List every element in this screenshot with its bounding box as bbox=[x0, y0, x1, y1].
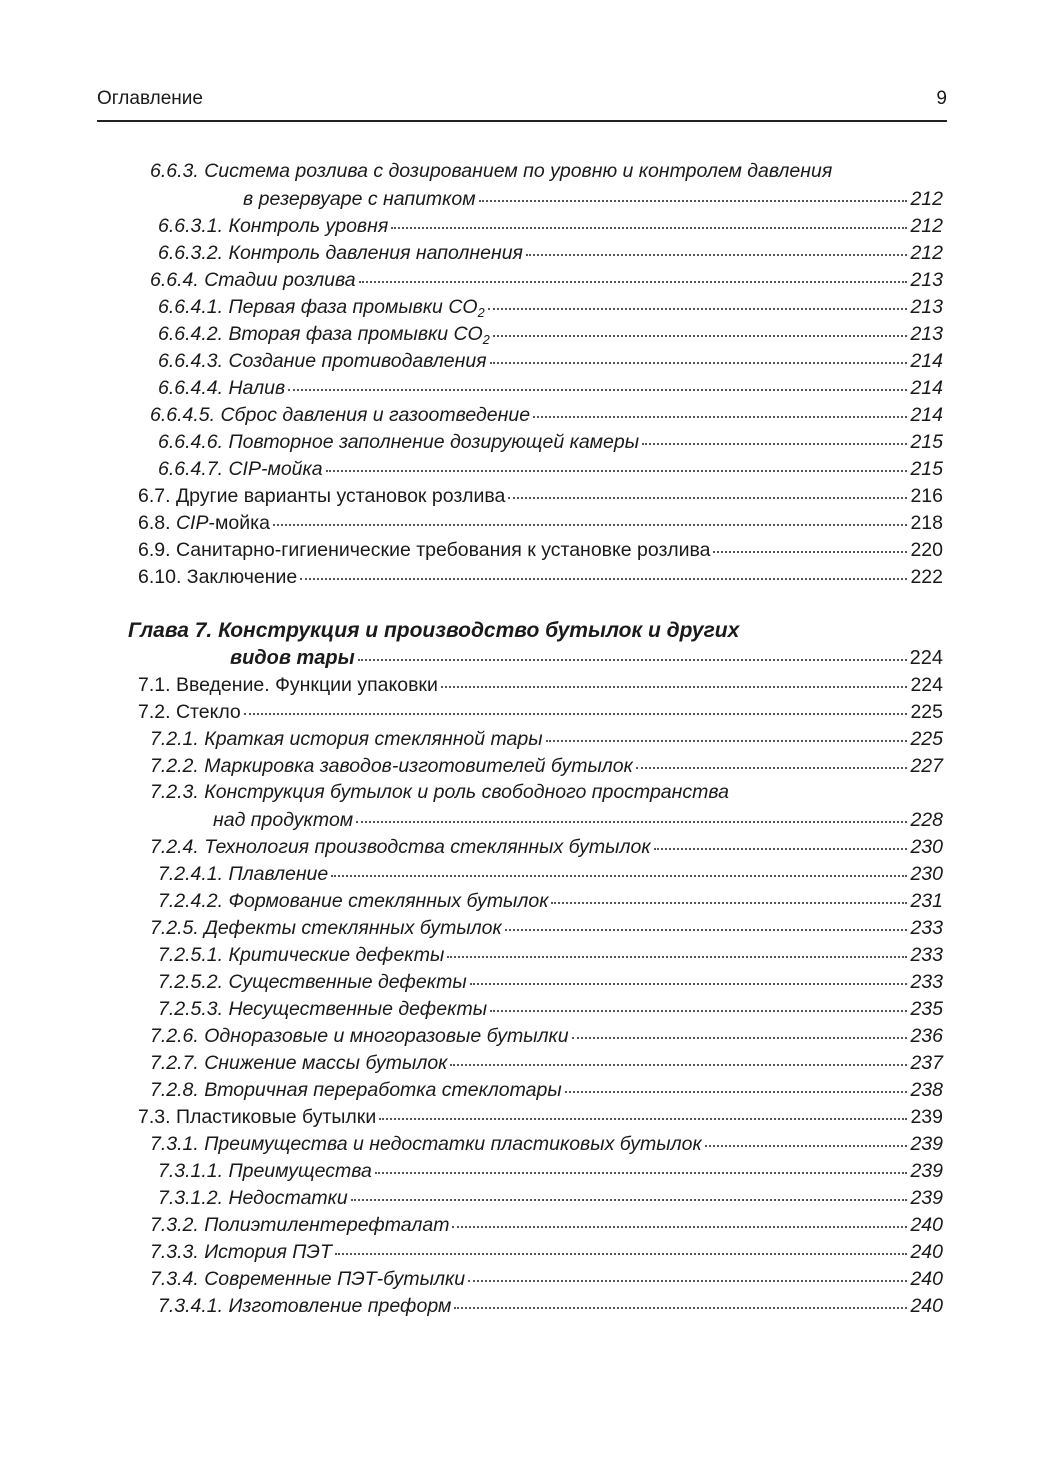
toc-entry[interactable] bbox=[158, 322, 943, 346]
chapter-heading: Глава 7. Конструкция и производство бутылок и других bbox=[128, 619, 740, 642]
toc-entry[interactable] bbox=[158, 943, 943, 967]
toc-entry-title: 7.2.5.2. Существенные дефекты bbox=[158, 970, 467, 993]
toc-entry-title: 7.3.3. История ПЭТ bbox=[150, 1240, 332, 1263]
page-header bbox=[97, 88, 947, 110]
leader-dots bbox=[450, 1048, 907, 1066]
toc-entry-page: 215 bbox=[910, 457, 943, 480]
running-head: Оглавление bbox=[97, 88, 203, 109]
toc-entry-title: 7.2.4.1. Плавление bbox=[158, 862, 329, 885]
toc-entry-title: 7.2.5. Дефекты стеклянных бутылок bbox=[150, 916, 502, 939]
toc-entry[interactable] bbox=[158, 457, 943, 481]
toc-entry-page: 240 bbox=[910, 1213, 943, 1236]
toc-entry[interactable] bbox=[158, 214, 943, 238]
leader-dots bbox=[526, 238, 907, 256]
toc-entry-title: 7.2. Стекло bbox=[138, 700, 241, 723]
toc-entry[interactable] bbox=[158, 997, 943, 1021]
toc-entry-title-part: CIP bbox=[175, 511, 209, 534]
toc-entry-title: 7.3.1. Преимущества и недостатки пластиковых бутылок bbox=[150, 1132, 702, 1155]
toc-entry[interactable] bbox=[150, 1051, 943, 1075]
toc-entry[interactable] bbox=[213, 808, 943, 832]
toc-entry[interactable] bbox=[158, 349, 943, 373]
toc-entry-title: 7.3. Пластиковые бутылки bbox=[138, 1105, 377, 1128]
toc-entry-page: 218 bbox=[910, 511, 943, 534]
toc-entry-page: 216 bbox=[910, 484, 943, 507]
toc-entry-page: 214 bbox=[910, 376, 943, 399]
toc-entry-page: 214 bbox=[910, 349, 943, 372]
toc-entry[interactable] bbox=[158, 241, 943, 265]
toc-entry-page: 233 bbox=[910, 943, 943, 966]
toc-entry-title: в резервуаре с напитком bbox=[243, 187, 476, 210]
toc-entry-page: 212 bbox=[910, 241, 943, 264]
toc-entry[interactable] bbox=[158, 889, 943, 913]
leader-dots bbox=[468, 1264, 907, 1282]
toc-entry-page: 239 bbox=[910, 1132, 943, 1155]
toc-entry-page: 225 bbox=[910, 727, 943, 750]
toc-entry-page: 224 bbox=[909, 647, 943, 669]
leader-dots bbox=[636, 751, 908, 769]
toc-entry-page: 228 bbox=[910, 808, 943, 831]
toc-entry-page: 236 bbox=[910, 1024, 943, 1047]
toc-entry[interactable] bbox=[158, 1186, 943, 1210]
toc-entry-page: 231 bbox=[910, 889, 943, 912]
toc-entry[interactable] bbox=[158, 430, 943, 454]
leader-dots bbox=[533, 400, 907, 418]
toc-entry-title: 7.2.1. Краткая история стеклянной тары bbox=[150, 727, 543, 750]
header-rule bbox=[97, 120, 947, 122]
toc-entry-title: 7.1. Введение. Функции упаковки bbox=[138, 673, 438, 696]
toc-entry-page: 215 bbox=[910, 430, 943, 453]
toc-entry[interactable] bbox=[138, 484, 943, 508]
toc-entry-title: 6.6.4.6. Повторное заполнение дозирующей камеры bbox=[158, 430, 640, 453]
subscript: 2 bbox=[477, 305, 485, 320]
toc-entry-page: 222 bbox=[910, 565, 943, 588]
toc-entry-page: 220 bbox=[910, 538, 943, 561]
toc-entry[interactable] bbox=[158, 295, 943, 319]
toc-entry[interactable] bbox=[138, 673, 943, 697]
toc-entry-title: 7.3.4. Современные ПЭТ-бутылки bbox=[150, 1267, 466, 1290]
toc-entry-page: 225 bbox=[910, 700, 943, 723]
leader-dots bbox=[379, 1102, 907, 1120]
toc-entry-page: 213 bbox=[910, 268, 943, 291]
toc-entry-title: 6.6.3.1. Контроль уровня bbox=[158, 214, 389, 237]
toc-entry[interactable] bbox=[150, 727, 943, 751]
toc-entry-title: 7.2.5.3. Несущественные дефекты bbox=[158, 997, 488, 1020]
toc-entry-title: 6.6.4.3. Создание противодавления bbox=[158, 349, 487, 372]
leader-dots bbox=[288, 373, 907, 391]
toc-entry[interactable] bbox=[150, 403, 943, 427]
leader-dots bbox=[479, 184, 908, 202]
toc-entry-title bbox=[138, 512, 270, 535]
toc-entry-page: 227 bbox=[910, 754, 943, 777]
toc-entry-title: 6.7. Другие варианты установок розлива bbox=[138, 484, 506, 507]
toc-entry-title: видов тары bbox=[230, 647, 355, 669]
toc-entry[interactable] bbox=[158, 862, 943, 886]
toc-entry-title: 7.2.5.1. Критические дефекты bbox=[158, 943, 445, 966]
leader-dots bbox=[273, 508, 908, 526]
toc-entry[interactable] bbox=[243, 187, 943, 211]
toc-entry-title: 6.6.4. Стадии розлива bbox=[150, 268, 356, 291]
leader-dots bbox=[300, 562, 907, 580]
toc-entry[interactable] bbox=[138, 538, 943, 562]
toc-entry[interactable] bbox=[138, 511, 943, 535]
leader-dots bbox=[505, 913, 908, 931]
toc-entry-title: 7.3.1.2. Недостатки bbox=[158, 1186, 348, 1209]
toc-entry[interactable] bbox=[150, 1078, 943, 1102]
toc-entry-title-text: 6.6.4.1. Первая фаза промывки CO bbox=[158, 295, 478, 318]
toc-entry-page: 233 bbox=[910, 970, 943, 993]
toc-entry-page: 213 bbox=[910, 322, 943, 345]
leader-dots bbox=[713, 535, 907, 553]
leader-dots bbox=[358, 643, 907, 661]
leader-dots bbox=[335, 1237, 908, 1255]
toc-entry-page: 224 bbox=[910, 673, 943, 696]
toc-entry-page: 235 bbox=[910, 997, 943, 1020]
toc-entry-page: 212 bbox=[910, 214, 943, 237]
toc-entry-page: 237 bbox=[910, 1051, 943, 1074]
toc-entry[interactable] bbox=[230, 646, 943, 670]
toc-entry-page: 239 bbox=[910, 1159, 943, 1182]
toc-entry-title: 6.10. Заключение bbox=[138, 565, 298, 588]
toc-entry-title-part: 6.8. bbox=[138, 511, 176, 534]
leader-dots bbox=[356, 805, 907, 823]
toc-entry-title: 7.2.6. Одноразовые и многоразовые бутылки bbox=[150, 1024, 569, 1047]
toc-entry-title: 6.6.4.5. Сброс давления и газоотведение bbox=[150, 403, 531, 426]
leader-dots bbox=[642, 427, 907, 445]
leader-dots bbox=[493, 319, 908, 337]
page-number: 9 bbox=[936, 88, 947, 109]
toc-entry-title: 7.2.7. Снижение массы бутылок bbox=[150, 1051, 448, 1074]
toc-entry-lead: 7.2.3. Конструкция бутылок и роль свободного пространства bbox=[150, 781, 729, 803]
toc-entry[interactable] bbox=[150, 1240, 943, 1264]
toc-entry-page: 239 bbox=[910, 1186, 943, 1209]
toc-entry-title: 7.2.2. Маркировка заводов-изготовителей бутылок bbox=[150, 754, 633, 777]
leader-dots bbox=[452, 1210, 907, 1228]
leader-dots bbox=[572, 1021, 908, 1039]
toc-entry[interactable] bbox=[150, 268, 943, 292]
toc-entry-page: 233 bbox=[910, 916, 943, 939]
toc-entry-title: 6.6.3.2. Контроль давления наполнения bbox=[158, 241, 523, 264]
toc-entry-page: 240 bbox=[910, 1267, 943, 1290]
leader-dots bbox=[244, 697, 908, 715]
leader-dots bbox=[447, 940, 907, 958]
leader-dots bbox=[470, 967, 908, 985]
leader-dots bbox=[351, 1183, 908, 1201]
toc-entry-title: 6.6.4.7. CIP-мойка bbox=[158, 457, 323, 480]
toc-entry-page: 239 bbox=[910, 1105, 943, 1128]
leader-dots bbox=[331, 859, 907, 877]
toc-entry[interactable] bbox=[138, 700, 943, 724]
toc-entry-title: 7.3.1.1. Преимущества bbox=[158, 1159, 372, 1182]
leader-dots bbox=[490, 346, 908, 364]
toc-entry-title: 7.3.4.1. Изготовление преформ bbox=[158, 1294, 452, 1317]
toc-entry-page: 240 bbox=[910, 1240, 943, 1263]
toc-entry[interactable] bbox=[150, 1024, 943, 1048]
toc-entry[interactable] bbox=[150, 754, 943, 778]
leader-dots bbox=[441, 670, 908, 688]
toc-entry-lead: 6.6.3. Система розлива с дозированием по уровню и контролем давления bbox=[150, 160, 833, 182]
toc-entry-page: 213 bbox=[910, 295, 943, 318]
leader-dots bbox=[546, 724, 908, 742]
toc-entry[interactable] bbox=[150, 916, 943, 940]
toc-entry-page: 230 bbox=[910, 835, 943, 858]
toc-entry[interactable] bbox=[158, 1294, 943, 1318]
toc-entry-title: 7.3.2. Полиэтилентерефталат bbox=[150, 1213, 450, 1236]
toc-entry-page: 214 bbox=[910, 403, 943, 426]
toc-entry-page: 240 bbox=[910, 1294, 943, 1317]
toc-entry[interactable] bbox=[138, 565, 943, 589]
toc-entry-page: 238 bbox=[910, 1078, 943, 1101]
toc-entry-title: 7.2.4. Технология производства стеклянных бутылок bbox=[150, 835, 651, 858]
leader-dots bbox=[654, 832, 908, 850]
toc-entry-title bbox=[158, 296, 485, 320]
toc-entry[interactable] bbox=[150, 1213, 943, 1237]
leader-dots bbox=[488, 292, 908, 310]
leader-dots bbox=[508, 481, 907, 499]
leader-dots bbox=[490, 994, 907, 1012]
leader-dots bbox=[391, 211, 907, 229]
subscript: 2 bbox=[482, 332, 490, 347]
leader-dots bbox=[454, 1291, 907, 1309]
toc-entry[interactable] bbox=[158, 1159, 943, 1183]
toc-entry-title: 6.6.4.4. Налив bbox=[158, 376, 286, 399]
leader-dots bbox=[551, 886, 907, 904]
toc-entry-page: 230 bbox=[910, 862, 943, 885]
toc-entry[interactable] bbox=[158, 970, 943, 994]
toc-entry[interactable] bbox=[138, 1105, 943, 1129]
leader-dots bbox=[359, 265, 908, 283]
leader-dots bbox=[565, 1075, 908, 1093]
leader-dots bbox=[375, 1156, 908, 1174]
toc-entry-title bbox=[158, 323, 490, 347]
toc-entry-title: 7.2.8. Вторичная переработка стеклотары bbox=[150, 1078, 562, 1101]
toc-entry-title: над продуктом bbox=[213, 808, 354, 831]
leader-dots bbox=[326, 454, 908, 472]
toc-entry[interactable] bbox=[150, 835, 943, 859]
toc-entry[interactable] bbox=[150, 1267, 943, 1291]
toc-entry-title-text: 6.6.4.2. Вторая фаза промывки CO bbox=[158, 322, 483, 345]
leader-dots bbox=[705, 1129, 908, 1147]
toc-entry[interactable] bbox=[158, 376, 943, 400]
toc-entry-title: 6.9. Санитарно-гигиенические требования к установке розлива bbox=[138, 538, 711, 561]
toc-entry-title-part: -мойка bbox=[208, 511, 270, 534]
toc-entry-page: 212 bbox=[910, 187, 943, 210]
toc-entry[interactable] bbox=[150, 1132, 943, 1156]
toc-entry-title: 7.2.4.2. Формование стеклянных бутылок bbox=[158, 889, 549, 912]
